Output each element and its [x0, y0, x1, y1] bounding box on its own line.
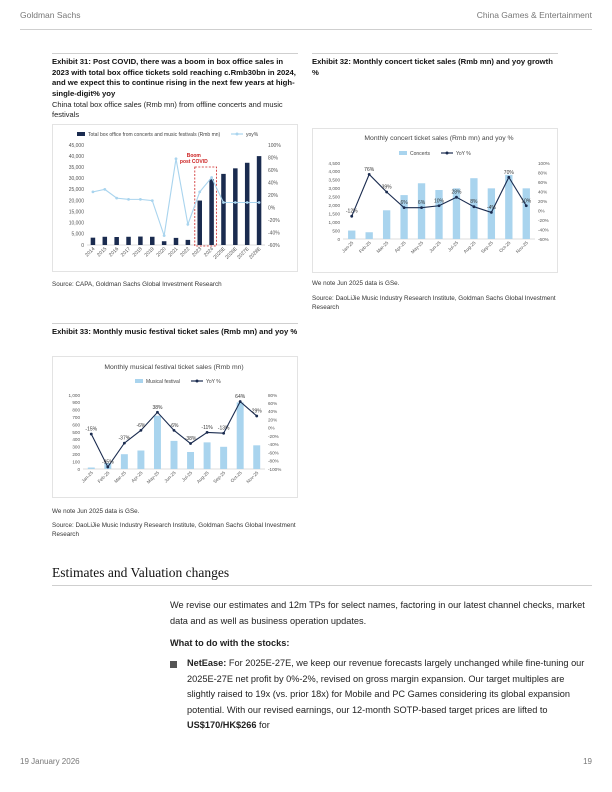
- y-tick-label: 0: [77, 466, 80, 472]
- x-tick-label: Feb-25: [358, 240, 372, 255]
- x-tick-label: 2024: [202, 246, 216, 259]
- yoy-point: [239, 400, 242, 403]
- x-tick-label: Jul-25: [446, 240, 460, 253]
- y-tick-label: 0: [337, 236, 340, 242]
- yoy-point: [115, 197, 118, 200]
- x-tick-label: 2018: [131, 246, 144, 259]
- yoy-point: [385, 191, 388, 194]
- x-tick-label: 2028E: [248, 246, 263, 261]
- legend-bar-label: Total box office from concerts and music festivals (Rmb mn): [88, 132, 221, 138]
- y-tick-label: 700: [72, 415, 80, 420]
- y-tick-label: 5,000: [71, 231, 84, 238]
- bar: [150, 237, 155, 245]
- bar: [348, 231, 355, 239]
- yoy-point: [258, 201, 261, 204]
- legend-line-marker: [196, 380, 199, 383]
- yoy-data-label: 10%: [433, 198, 445, 205]
- exhibit-33-title: Exhibit 33: Monthly music festival ticket sales (Rmb mn) and yoy %: [52, 327, 298, 336]
- y2-tick-label: -20%: [268, 433, 279, 439]
- bar: [220, 447, 227, 469]
- bar: [103, 237, 108, 245]
- yoy-point: [525, 204, 528, 207]
- yoy-point: [175, 157, 178, 160]
- yoy-data-label: -95%: [101, 459, 114, 466]
- x-tick-label: 2021: [167, 246, 180, 259]
- yoy-point: [368, 173, 371, 176]
- y-tick-label: 45,000: [68, 142, 84, 149]
- bar: [126, 237, 131, 245]
- yoy-point: [234, 201, 237, 204]
- yoy-point: [189, 442, 192, 445]
- y2-tick-label: -20%: [538, 217, 549, 223]
- yoy-point: [123, 442, 126, 445]
- legend-bar-label: Musical festival: [146, 379, 180, 385]
- y-tick-label: 900: [72, 400, 80, 406]
- bar: [174, 238, 179, 245]
- legend-line-marker: [446, 152, 449, 155]
- y2-tick-label: 80%: [268, 155, 279, 162]
- x-tick-label: 2026E: [224, 246, 239, 261]
- y2-tick-label: -40%: [538, 227, 549, 233]
- bar: [221, 174, 226, 245]
- footer-page-number: 19: [583, 757, 592, 766]
- yoy-data-label: 6%: [400, 200, 408, 207]
- y-tick-label: 200: [72, 452, 80, 457]
- x-tick-label: Nov-25: [245, 470, 260, 485]
- exhibit-33-note: We note Jun 2025 data is GSe.: [52, 508, 140, 515]
- netease-target-price: US$170/HK$266: [187, 720, 257, 730]
- y-tick-label: 10,000: [68, 220, 84, 227]
- y2-tick-label: 20%: [538, 198, 548, 204]
- yoy-point: [222, 432, 225, 435]
- boom-annotation-line2: post COVID: [179, 159, 208, 165]
- bar: [121, 454, 128, 469]
- bar: [204, 442, 211, 469]
- yoy-data-label: -37%: [118, 435, 131, 442]
- yoy-point: [350, 215, 353, 218]
- exhibit-31-chart: [52, 124, 298, 272]
- footer-date: 19 January 2026: [20, 757, 80, 766]
- x-tick-label: 2027E: [236, 246, 251, 261]
- exhibit-32-rule: [312, 53, 558, 54]
- yoy-data-label: -6%: [169, 422, 179, 429]
- y2-tick-label: 60%: [268, 401, 278, 407]
- x-tick-label: Jul-25: [180, 470, 194, 483]
- y-tick-label: 500: [332, 228, 340, 234]
- y2-tick-label: -80%: [268, 458, 279, 464]
- x-tick-label: May-25: [409, 240, 425, 255]
- bar: [171, 441, 178, 469]
- y-tick-label: 35,000: [68, 165, 84, 172]
- legend-bar-swatch: [399, 151, 407, 155]
- y2-tick-label: 100%: [268, 142, 281, 149]
- bar: [383, 210, 390, 239]
- yoy-point: [438, 204, 441, 207]
- yoy-point: [490, 211, 493, 214]
- bullet-square-icon: [170, 661, 177, 668]
- yoy-point: [206, 431, 209, 434]
- legend-line-label: yoy%: [246, 132, 259, 138]
- yoy-point: [106, 466, 109, 469]
- yoy-point: [507, 176, 510, 179]
- y-tick-label: 1,000: [328, 219, 340, 225]
- bar: [209, 179, 214, 245]
- y-tick-label: 3,000: [328, 186, 340, 192]
- y-tick-label: 500: [72, 429, 80, 435]
- y2-tick-label: 40%: [268, 409, 278, 415]
- yoy-data-label: -38%: [184, 436, 197, 443]
- yoy-point: [455, 196, 458, 199]
- bar: [237, 402, 244, 469]
- yoy-point: [246, 201, 249, 204]
- yoy-data-label: 10%: [521, 198, 532, 205]
- yoy-point: [151, 199, 154, 202]
- y-tick-label: 20,000: [68, 198, 84, 205]
- y-tick-label: 15,000: [68, 209, 84, 216]
- y-tick-label: 300: [72, 444, 80, 450]
- y-tick-label: 2,500: [328, 194, 340, 200]
- exhibit-32-note: We note Jun 2025 data is GSe.: [312, 280, 400, 287]
- yoy-data-label: -6%: [136, 422, 146, 429]
- netease-label: NetEase:: [187, 658, 227, 668]
- yoy-point: [403, 206, 406, 209]
- yoy-point: [186, 223, 189, 226]
- exhibit-33-chart: [52, 356, 298, 498]
- x-tick-label: Apr-25: [393, 240, 407, 254]
- exhibit-31-source: Source: CAPA, Goldman Sachs Global Investment Research: [52, 281, 222, 288]
- x-tick-label: Jan-25: [80, 470, 94, 484]
- x-tick-label: 2019: [143, 246, 156, 259]
- header-section: China Games & Entertainment: [476, 10, 592, 20]
- yoy-data-label: 39%: [381, 184, 392, 191]
- section-intro: We revise our estimates and 12m TPs for select names, factoring in our latest channel checks, market data and as well as business operation updates.: [170, 600, 585, 626]
- y2-tick-label: 100%: [538, 160, 550, 166]
- yoy-data-label: -11%: [201, 424, 213, 431]
- y-tick-label: 2,000: [328, 203, 340, 209]
- legend-line-label: YoY %: [206, 379, 221, 385]
- exhibit-31-rule: [52, 53, 298, 54]
- x-tick-label: Aug-25: [462, 240, 477, 255]
- bar: [523, 188, 530, 239]
- yoy-point: [103, 188, 106, 191]
- x-tick-label: Feb-25: [96, 470, 111, 485]
- exhibit-33-rule: [52, 323, 298, 324]
- y2-tick-label: 80%: [268, 392, 278, 398]
- x-tick-label: 2015: [96, 246, 109, 259]
- exhibit-33-source: Source: DaoLiJie Music Industry Research Institute, Goldman Sachs Global Investment Research: [52, 522, 296, 538]
- section-rule: [52, 585, 592, 586]
- y-tick-label: 30,000: [68, 176, 84, 183]
- x-tick-label: 2017: [119, 246, 132, 259]
- chart-title: Monthly musical festival ticket sales (Rmb mn): [104, 364, 244, 371]
- what-to-do-heading: What to do with the stocks:: [170, 638, 290, 648]
- y-tick-label: 400: [72, 437, 80, 443]
- y-tick-label: 600: [72, 422, 80, 428]
- y-tick-label: 4,500: [328, 160, 340, 166]
- y2-tick-label: 0%: [268, 425, 275, 431]
- section-title: Estimates and Valuation changes: [52, 565, 230, 580]
- bar: [418, 183, 425, 239]
- y2-tick-label: 20%: [268, 417, 278, 423]
- yoy-point: [163, 234, 166, 237]
- yoy-data-label: 76%: [364, 166, 375, 173]
- exhibit-32-title: Exhibit 32: Monthly concert ticket sales (Rmb mn) and yoy growth %: [312, 57, 553, 77]
- bar: [186, 240, 191, 245]
- y2-tick-label: 20%: [268, 192, 279, 199]
- yoy-point: [255, 415, 258, 418]
- y2-tick-label: 0%: [538, 208, 545, 214]
- yoy-data-label: 28%: [451, 189, 462, 196]
- concert-chart-svg: [313, 129, 557, 272]
- yoy-point: [127, 198, 130, 201]
- y2-tick-label: 40%: [538, 189, 548, 195]
- y-tick-label: 1,500: [328, 211, 340, 217]
- yoy-point: [210, 176, 213, 179]
- exhibit-32-source: Source: DaoLiJie Music Industry Research Institute, Goldman Sachs Global Investment Research: [312, 295, 556, 311]
- bar: [91, 238, 96, 245]
- y2-tick-label: 0%: [268, 205, 276, 212]
- yoy-point: [198, 190, 201, 193]
- yoy-data-label: 38%: [152, 404, 163, 411]
- x-tick-label: Mar-25: [113, 470, 128, 485]
- x-tick-label: Apr-25: [130, 470, 144, 484]
- exhibit-32-chart: [312, 128, 558, 273]
- yoy-point: [156, 411, 159, 414]
- festival-chart-svg: [53, 357, 297, 497]
- bar: [257, 156, 262, 245]
- y-tick-label: 800: [72, 407, 80, 413]
- bar: [505, 175, 512, 239]
- yoy-data-label: -4%: [486, 204, 496, 211]
- header-brand: Goldman Sachs: [20, 10, 81, 20]
- legend-bar-label: Concerts: [410, 151, 431, 157]
- x-tick-label: Nov-25: [514, 240, 529, 255]
- x-tick-label: 2014: [84, 246, 97, 259]
- x-tick-label: 2023: [191, 246, 204, 259]
- y2-tick-label: 80%: [538, 170, 548, 176]
- y2-tick-label: 60%: [538, 179, 548, 185]
- header-rule: [20, 29, 592, 30]
- bar: [88, 468, 95, 469]
- x-tick-label: Oct-25: [498, 240, 512, 254]
- yoy-data-label: -12%: [345, 208, 358, 215]
- netease-paragraph: [187, 656, 587, 734]
- bar: [138, 237, 143, 245]
- boom-annotation-line1: Boom: [186, 153, 201, 159]
- yoy-point: [92, 190, 95, 193]
- y2-tick-label: 60%: [268, 167, 279, 174]
- y-tick-label: 25,000: [68, 187, 84, 194]
- y-tick-label: 0: [81, 242, 84, 249]
- legend-line-label: YoY %: [456, 151, 471, 157]
- x-tick-label: 2020: [155, 246, 168, 259]
- y2-tick-label: -20%: [268, 217, 280, 224]
- bar: [187, 452, 194, 469]
- x-tick-label: Jun-25: [428, 240, 442, 254]
- exhibit-31-subtitle: China total box office sales (Rmb mn) from offline concerts and music festivals: [52, 100, 283, 119]
- y2-tick-label: -40%: [268, 442, 279, 448]
- yoy-data-label: 8%: [470, 199, 478, 206]
- yoy-data-label: 29%: [251, 408, 262, 415]
- y2-tick-label: -60%: [268, 450, 279, 456]
- y-tick-label: 3,500: [328, 177, 340, 183]
- x-tick-label: Sep-25: [212, 470, 227, 485]
- netease-tail: for: [259, 720, 270, 730]
- y-tick-label: 40,000: [68, 153, 84, 160]
- bar: [154, 416, 161, 469]
- x-tick-label: May-25: [145, 470, 161, 485]
- yoy-point: [90, 433, 93, 436]
- yoy-data-label: 64%: [235, 394, 246, 401]
- y-tick-label: 4,000: [328, 169, 340, 175]
- y-tick-label: 100: [72, 459, 80, 465]
- x-tick-label: Jan-25: [340, 240, 355, 254]
- x-tick-label: Oct-25: [229, 470, 243, 484]
- bar: [137, 451, 144, 470]
- x-tick-label: Aug-25: [195, 470, 210, 485]
- y2-tick-label: -100%: [268, 466, 282, 472]
- bar: [253, 445, 260, 469]
- x-tick-label: Sep-25: [480, 240, 495, 255]
- yoy-data-label: -13%: [217, 425, 230, 432]
- x-tick-label: Mar-25: [375, 240, 390, 255]
- bar: [162, 241, 167, 245]
- bar: [470, 178, 477, 239]
- netease-text: For 2025E-27E, we keep our revenue forecasts largely unchanged while fine-tuning our 2025E-27E net profit by 0%-2%, revised on gross margin expansion. Our target multiples are slightly raised to 19x (vs. prior 18x) for Mobile and PC Games considering its global expansion potential. With our revised earnings, our 12-month SOTP-based target prices are lifted to: [187, 658, 585, 715]
- legend-line-marker: [236, 133, 239, 136]
- y-tick-label: 1,000: [68, 392, 80, 398]
- x-tick-label: 2022: [179, 246, 192, 259]
- yoy-data-label: 70%: [503, 169, 514, 176]
- yoy-point: [222, 201, 225, 204]
- bar: [366, 232, 373, 239]
- yoy-point: [140, 429, 143, 432]
- chart-title: Monthly concert ticket sales (Rmb mn) and yoy %: [364, 135, 514, 142]
- x-tick-label: Jun-25: [163, 470, 177, 484]
- x-tick-label: 2025E: [212, 246, 227, 261]
- y2-tick-label: -60%: [538, 236, 549, 242]
- yoy-point: [420, 206, 423, 209]
- yoy-data-label: -15%: [85, 426, 98, 433]
- yoy-point: [173, 429, 176, 432]
- bar: [114, 237, 119, 245]
- yoy-point: [473, 205, 476, 208]
- y2-tick-label: -60%: [268, 242, 280, 249]
- legend-bar-swatch: [135, 379, 143, 383]
- y2-tick-label: -40%: [268, 230, 280, 237]
- yoy-data-label: 6%: [417, 200, 426, 207]
- bar: [197, 201, 202, 245]
- x-tick-label: 2016: [107, 246, 121, 259]
- y2-tick-label: 40%: [268, 180, 279, 187]
- exhibit-31-title: Exhibit 31: Post COVID, there was a boom in box office sales in 2023 with total box office tickets sold reaching c.Rmb30bn in 2024, and we expect this to continue rising in the next few years at high-single-digit% yoy: [52, 57, 296, 98]
- box-office-chart-svg: [53, 125, 297, 271]
- legend-bar-swatch: [77, 132, 85, 136]
- bar: [233, 168, 238, 245]
- yoy-point: [139, 198, 142, 201]
